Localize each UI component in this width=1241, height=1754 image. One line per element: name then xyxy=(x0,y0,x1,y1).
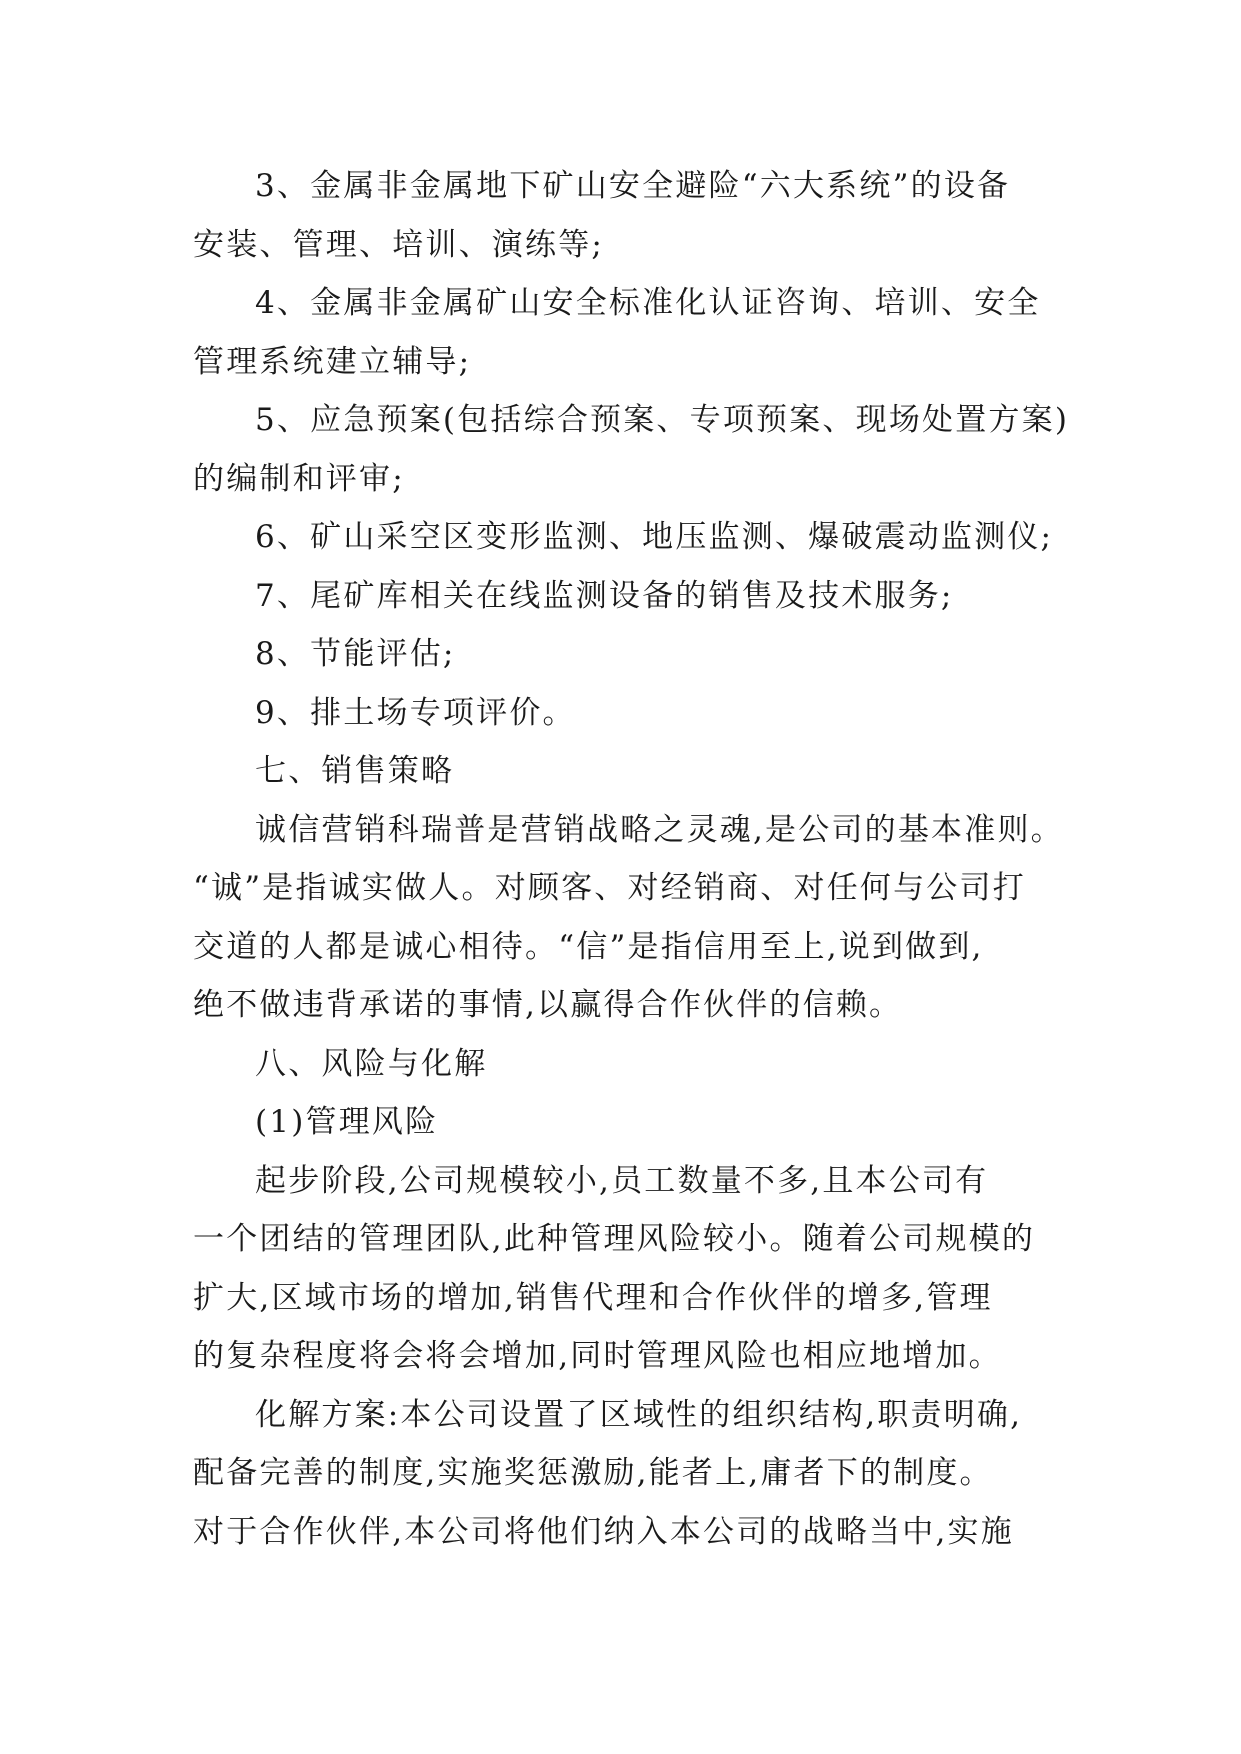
text-line: 9、排土场专项评价。 xyxy=(255,694,576,731)
section-heading: 八、风险与化解 xyxy=(255,1045,488,1082)
subsection-heading: (1)管理风险 xyxy=(255,1104,439,1140)
text-line: 一个团结的管理团队,此种管理风险较小。随着公司规模的 xyxy=(193,1221,1036,1257)
text-line: 绝不做违背承诺的事情,以赢得合作伙伴的信赖。 xyxy=(193,987,903,1023)
text-line: 的复杂程度将会将会增加,同时管理风险也相应地增加。 xyxy=(193,1338,1002,1374)
text-line: 化解方案:本公司设置了区域性的组织结构,职责明确, xyxy=(255,1396,1023,1433)
document-body xyxy=(193,157,1070,1561)
text-line: 对于合作伙伴,本公司将他们纳入本公司的战略当中,实施 xyxy=(193,1513,1014,1550)
text-line: 交道的人都是诚心相待。“信”是指信用至上,说到做到, xyxy=(193,928,984,965)
text-line: 4、金属非金属矿山安全标准化认证咨询、培训、安全 xyxy=(255,285,1041,321)
text-line: 安装、管理、培训、演练等; xyxy=(193,226,605,263)
text-line: 6、矿山采空区变形监测、地压监测、爆破震动监测仪; xyxy=(255,519,1054,555)
text-line: 3、金属非金属地下矿山安全避险“六大系统”的设备 xyxy=(255,168,1011,204)
section-heading: 七、销售策略 xyxy=(255,753,455,789)
text-line: “诚”是指诚实做人。对顾客、对经销商、对任何与公司打 xyxy=(193,870,1026,906)
text-line: 8、节能评估; xyxy=(255,636,456,672)
text-line: 扩大,区域市场的增加,销售代理和合作伙伴的增多,管理 xyxy=(193,1279,993,1316)
text-line: 诚信营销科瑞普是营销战略之灵魂,是公司的基本准则。 xyxy=(255,811,1064,848)
text-line: 起步阶段,公司规模较小,员工数量不多,且本公司有 xyxy=(255,1162,989,1199)
text-line: 7、尾矿库相关在线监测设备的销售及技术服务; xyxy=(255,577,954,614)
text-line: 的编制和评审; xyxy=(193,460,405,497)
text-line: 管理系统建立辅导; xyxy=(193,343,472,380)
text-line: 5、应急预案(包括综合预案、专项预案、现场处置方案) xyxy=(255,402,1070,438)
text-line: 配备完善的制度,实施奖惩激励,能者上,庸者下的制度。 xyxy=(193,1455,993,1491)
